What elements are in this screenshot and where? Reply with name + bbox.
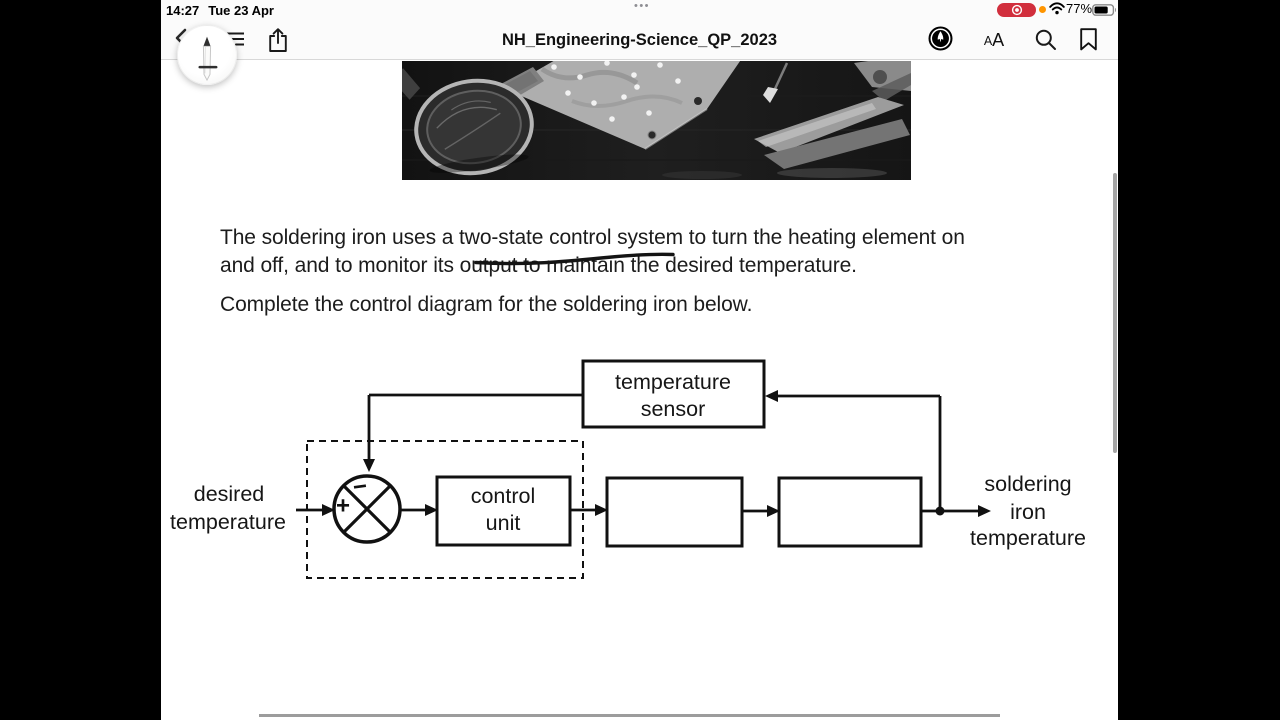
status-date: Tue 23 Apr	[208, 3, 274, 18]
question-text-line3: Complete the control diagram for the soldering iron below.	[220, 293, 753, 316]
annotate-button[interactable]	[928, 26, 953, 51]
question-text-line2: and off, and to monitor its output to maintain the desired temperature.	[220, 254, 857, 277]
document-title: NH_Engineering-Science_QP_2023	[501, 31, 778, 49]
pencil-cursor-puck	[177, 25, 237, 85]
pen-nib-circle-icon	[928, 26, 953, 51]
input-label-line1: desired	[193, 482, 265, 506]
microphone-in-use-icon	[1039, 6, 1046, 13]
takeoff-node	[936, 507, 945, 516]
sum-minus-sign: −	[351, 472, 369, 502]
camera-housing-dots: •••	[633, 0, 651, 12]
text-size-large-a: A	[992, 30, 1005, 50]
output-label-line1: soldering	[984, 472, 1072, 496]
soldering-equipment-photo	[402, 61, 911, 180]
output-label-line2: iron	[1010, 500, 1046, 524]
control-label-line1: control	[470, 484, 536, 508]
search-button[interactable]	[1035, 29, 1057, 51]
wifi-icon	[1049, 2, 1065, 20]
status-time: 14:27	[166, 3, 200, 18]
text-size-small-a: A	[983, 33, 993, 48]
sum-plus-sign: +	[335, 492, 351, 520]
sensor-label-line2: sensor	[640, 397, 706, 421]
empty-box-2	[779, 478, 921, 546]
battery-percent-label: 77%	[1066, 1, 1093, 16]
pen-underline-annotation	[471, 249, 681, 267]
bookmark-icon	[1080, 28, 1097, 51]
sensor-label-line1: temperature	[615, 370, 731, 394]
header-bar	[161, 0, 1118, 60]
bookmark-button[interactable]	[1080, 28, 1097, 51]
pencil-icon	[178, 26, 236, 84]
status-clock	[166, 3, 274, 18]
page-edge-separator	[259, 714, 1000, 717]
question-text-line1: The soldering iron uses a two-state control system to turn the heating element on	[220, 226, 965, 249]
output-label-line3: temperature	[970, 526, 1086, 550]
screen-recording-indicator[interactable]	[997, 3, 1036, 17]
ipad-screen	[161, 0, 1118, 720]
scrollbar-thumb[interactable]	[1113, 173, 1117, 453]
control-diagram	[161, 350, 1118, 590]
input-label-line2: temperature	[170, 510, 286, 534]
text-settings-button[interactable]	[979, 30, 1009, 51]
record-icon	[1011, 4, 1023, 16]
battery-icon	[1092, 3, 1117, 21]
search-icon	[1035, 29, 1057, 51]
control-label-line2: unit	[485, 511, 521, 535]
signal-lines	[296, 395, 983, 511]
empty-box-1	[607, 478, 742, 546]
